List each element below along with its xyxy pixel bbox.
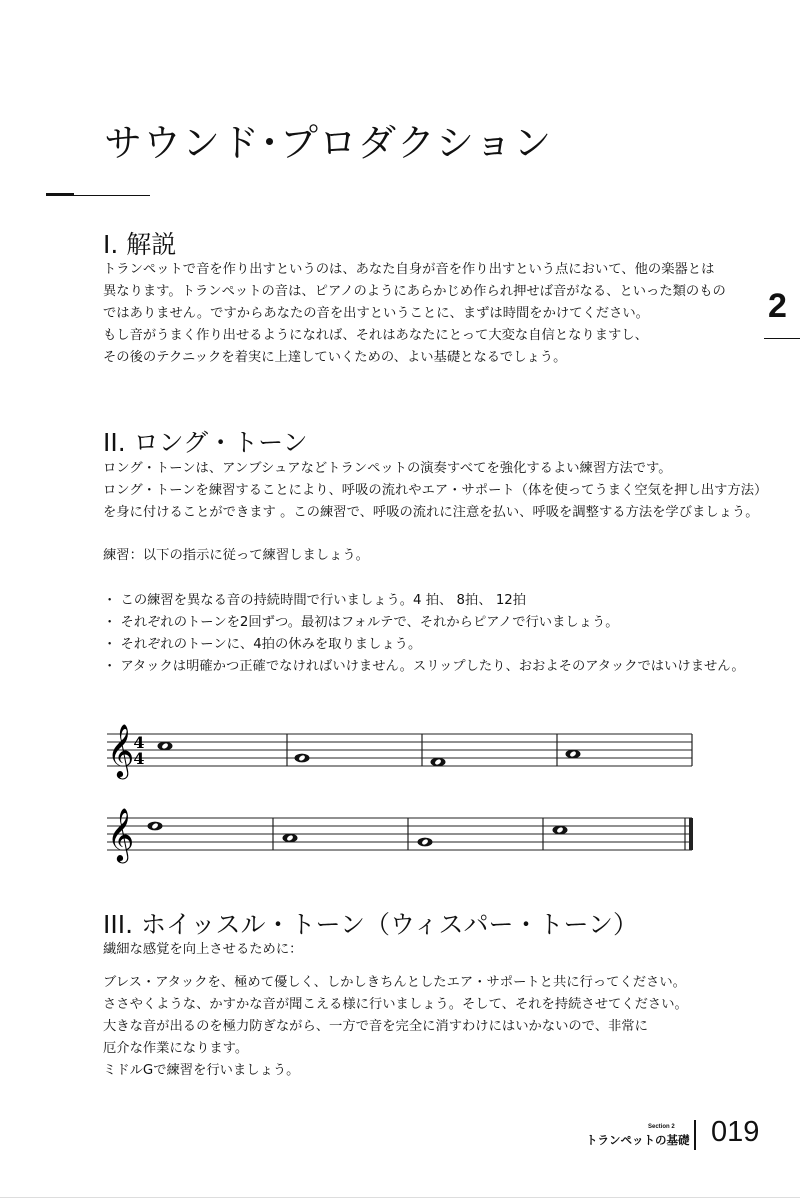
section-3-line: ブレス・アタックを、極めて優しく、しかしきちんとしたエア・サポートと共に行ってください。 (103, 975, 686, 990)
section-2-line: ロング・トーンは、アンブシュアなどトランペットの演奏すべてを強化するよい練習方法です。 (103, 461, 672, 476)
staff-lines (107, 734, 692, 766)
section-number-rule (764, 338, 800, 339)
staff-1-notes (158, 742, 581, 767)
section-1-body (103, 259, 726, 369)
footer-section-label: Section 2 (648, 1124, 675, 1130)
section-1-line: もし音がうまく作り出せるようになれば、それはあなたにとって大変な自信となりますし、 (103, 328, 648, 343)
music-staff-2 (105, 802, 705, 868)
page-title: サウンド･プロダクション (104, 121, 553, 165)
footer-divider (694, 1120, 696, 1150)
final-barline-thick (689, 818, 693, 850)
page-number: 019 (711, 1116, 760, 1148)
title-rule-accent (46, 193, 74, 196)
list-item: ・ それぞれのトーンを2回ずつ。最初はフォルテで、それからピアノで行いましょう。 (103, 612, 745, 634)
section-2-body (103, 458, 767, 524)
section-1-line: ではありません。ですからあなたの音を出すということに、まずは時間をかけてください。 (103, 306, 649, 321)
section-3-line: 大きな音が出るのを極力防ぎながら、一方で音を完全に消すわけにはいかないので、非常に (103, 1019, 648, 1034)
music-staff-1 (105, 718, 705, 784)
section-3-heading: III. ホイッスル・トーン（ウィスパー・トーン） (103, 910, 639, 939)
section-3-body (103, 972, 688, 1082)
section-2-line: を身に付けることができます 。この練習で、呼吸の流れに注意を払い、呼吸を調整する方法を学びましょう。 (103, 505, 759, 520)
practice-intro: 練習：以下の指示に従って練習しましょう。 (103, 548, 369, 563)
section-3-line: 厄介な作業になります。 (103, 1041, 249, 1056)
practice-list (103, 590, 745, 678)
treble-clef-icon: 𝄞 (107, 807, 135, 861)
list-item: ・ アタックは明確かつ正確でなければいけません。スリップしたり、おおよそのアタックではいけません。 (103, 656, 745, 678)
section-2-heading: II. ロング・トーン (103, 428, 308, 457)
list-item: ・ この練習を異なる音の持続時間で行いましょう。4 拍、 8拍、 12拍 (103, 590, 745, 612)
time-signature-bottom: 4 (133, 749, 145, 768)
section-1-line: その後のテクニックを着実に上達していくための、よい基礎となるでしょう。 (103, 350, 567, 365)
staff-lines (107, 818, 692, 850)
section-3-subtitle: 繊細な感覚を向上させるために： (103, 942, 303, 957)
section-3-line: ささやくような、かすかな音が聞こえる様に行いましょう。そして、それを持続させてください。 (103, 997, 688, 1012)
footer-book-title: トランペットの基礎 (586, 1133, 690, 1147)
list-item: ・ それぞれのトーンに、4拍の休みを取りましょう。 (103, 634, 745, 656)
section-2-line: ロング・トーンを練習することにより、呼吸の流れやエア・サポート（体を使ってうまく空気を押し出す方法） (103, 483, 768, 498)
section-number: 2 (768, 287, 787, 325)
time-signature-top: 4 (133, 733, 145, 752)
section-3-line: ミドルGで練習を行いましょう。 (103, 1063, 300, 1078)
title-rule (74, 195, 150, 196)
section-1-heading: I. 解説 (103, 230, 177, 259)
page-bottom-edge (0, 1197, 800, 1198)
treble-clef-icon: 𝄞 (107, 723, 135, 777)
section-1-line: 異なります。トランペットの音は、ピアノのようにあらかじめ作られ押せば音がなる、といった類のもの (103, 284, 726, 299)
section-1-line: トランペットで音を作り出すというのは、あなた自身が音を作り出すという点において、他の楽器とは (103, 262, 715, 277)
